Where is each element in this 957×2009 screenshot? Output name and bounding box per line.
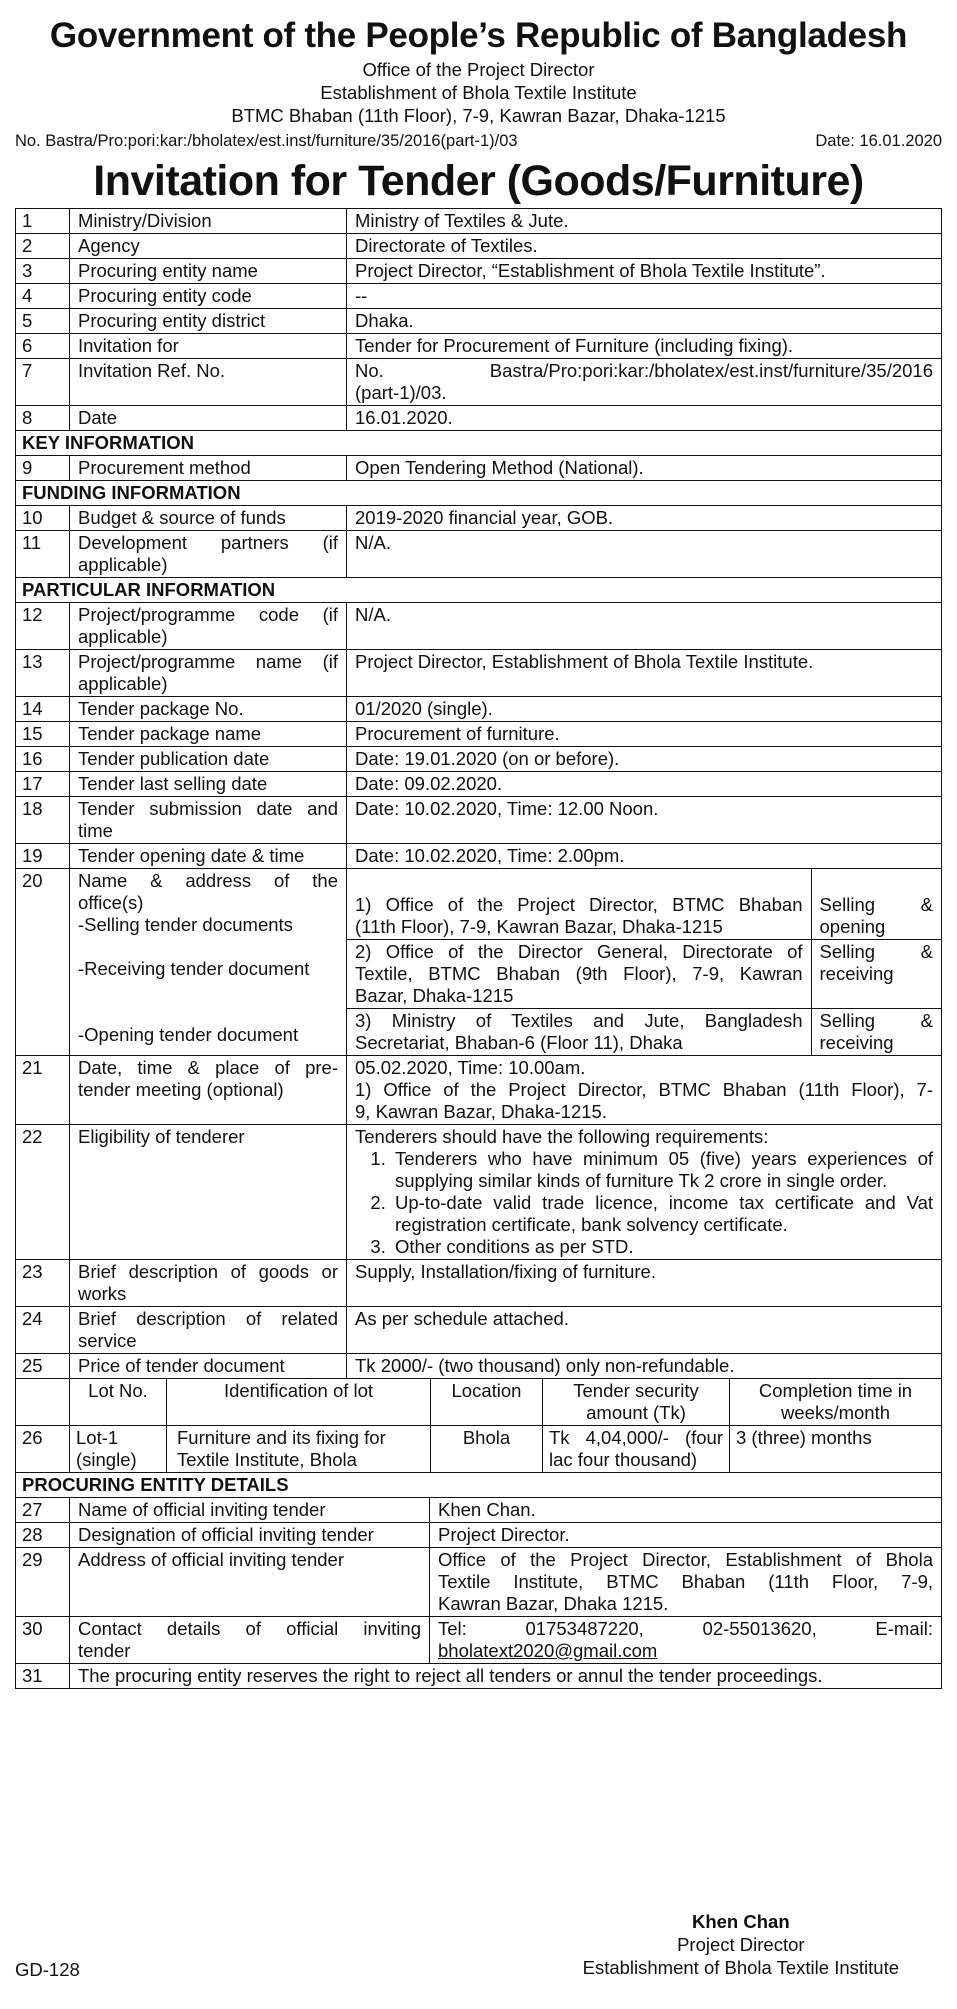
ref-line-2: (part-1)/03. [355, 382, 447, 403]
label-line-2: tender meeting (optional) [78, 1079, 284, 1100]
label-opening: -Opening tender document [78, 1024, 299, 1045]
office-line: Office of the Project Director [362, 59, 595, 80]
lot-completion-cell: 3 (three) months [730, 1426, 942, 1473]
office-spacer [347, 869, 941, 893]
row-value: Ministry of Textiles & Jute. [347, 209, 942, 234]
row-value: Date: 09.02.2020. [347, 772, 942, 797]
table-row [16, 284, 942, 309]
office-purpose [811, 1009, 941, 1056]
row-value: 01/2020 (single). [347, 697, 942, 722]
lot-header-cell [730, 1379, 942, 1426]
office-row [347, 893, 941, 940]
lot-line: Furniture and its fixing for [177, 1427, 386, 1448]
row-value: Procurement of furniture. [347, 722, 942, 747]
table-row [16, 1617, 942, 1664]
row-number: 2 [16, 234, 70, 259]
ref-line-1: No. Bastra/Pro:pori:kar:/bholatex/est.inst/furniture/35/2016 [355, 360, 933, 381]
label-receiving: -Receiving tender document [78, 958, 310, 979]
row-value: N/A. [347, 531, 942, 578]
office-line: 2) Office of the Director General, Directorate of [355, 941, 803, 962]
row-label: Agency [70, 234, 347, 259]
table-row [16, 1260, 942, 1307]
value-line: Office of the Project Director, Establishment of Bhola [438, 1549, 933, 1570]
row-label: Tender package No. [70, 697, 347, 722]
row-number: 18 [16, 797, 70, 844]
table-row [16, 309, 942, 334]
row-value: Date: 10.02.2020, Time: 2.00pm. [347, 844, 942, 869]
row-number: 14 [16, 697, 70, 722]
table-row [16, 506, 942, 531]
row-number: 6 [16, 334, 70, 359]
row-label: Address of official inviting tender [70, 1548, 430, 1617]
offices-cell [347, 869, 942, 1056]
row-number: 27 [16, 1498, 70, 1523]
section-header-row [16, 481, 942, 506]
row-number: 3 [16, 259, 70, 284]
offices-subtable [347, 869, 941, 1055]
row-number: 7 [16, 359, 70, 406]
lot-line: lac four thousand) [549, 1449, 698, 1470]
row-number: 15 [16, 722, 70, 747]
office-line: Bazar, Dhaka-1215 [355, 985, 514, 1006]
header-line: weeks/month [781, 1402, 890, 1423]
lot-header-cell [543, 1379, 730, 1426]
row-value: 16.01.2020. [347, 406, 942, 431]
table-row [16, 1523, 942, 1548]
label-line-2: works [78, 1283, 127, 1304]
table-row [16, 797, 942, 844]
office-spacer-cell [347, 869, 811, 893]
office-row [347, 940, 941, 1009]
table-row [16, 259, 942, 284]
table-row [16, 1548, 942, 1617]
label-line-2: applicable) [78, 554, 168, 575]
lot-location-cell: Bhola [431, 1426, 543, 1473]
row-number: 25 [16, 1354, 70, 1379]
office-row [347, 1009, 941, 1056]
section-header-row [16, 1473, 942, 1498]
notice-date: Date: 16.01.2020 [815, 132, 942, 150]
row-label [70, 1056, 347, 1125]
label-line-1: Date, time & place of pre- [78, 1057, 338, 1078]
row-number: 23 [16, 1260, 70, 1307]
row-label: Procurement method [70, 456, 347, 481]
row-value: 2019-2020 financial year, GOB. [347, 506, 942, 531]
lot-data-row [16, 1426, 942, 1473]
row-label: Date [70, 406, 347, 431]
table-row [16, 650, 942, 697]
lot-header-cell: Identification of lot [167, 1379, 431, 1426]
row-label [70, 1307, 347, 1354]
label-line-1: Tender submission date and [78, 798, 338, 819]
row-label: Invitation for [70, 334, 347, 359]
office-line: Textile, BTMC Bhaban (9th Floor), 7-9, Kawran [355, 963, 803, 984]
contact-line: Tel: 01753487220, 02-55013620, E-mail: [438, 1618, 933, 1639]
label-selling: -Selling tender documents [78, 914, 293, 935]
row-label: Invitation Ref. No. [70, 359, 347, 406]
table-row [16, 1498, 942, 1523]
row-value [430, 1617, 942, 1664]
row-number: 11 [16, 531, 70, 578]
row-value: As per schedule attached. [347, 1307, 942, 1354]
label-line-1: Brief description of related [78, 1308, 338, 1329]
label-line-1: Project/programme code (if [78, 604, 338, 625]
row-value: Project Director. [430, 1523, 942, 1548]
table-row [16, 456, 942, 481]
list-item: 3. Other conditions as per STD. [391, 1236, 933, 1258]
label-line-2: applicable) [78, 673, 168, 694]
label-line-2: service [78, 1330, 137, 1351]
procuring-entity-table [15, 1472, 942, 1689]
email-link[interactable]: bholatext2020@gmail.com [438, 1640, 658, 1661]
section-header-row [16, 431, 942, 456]
row-number: 17 [16, 772, 70, 797]
project-line: Establishment of Bhola Textile Institute [320, 82, 637, 103]
row-label [70, 797, 347, 844]
row-value: Date: 19.01.2020 (on or before). [347, 747, 942, 772]
row-label: Tender last selling date [70, 772, 347, 797]
lot-number-cell [70, 1426, 167, 1473]
table-row [16, 234, 942, 259]
signatory-office: Establishment of Bhola Textile Institute [582, 1957, 899, 1978]
row-label: Designation of official inviting tender [70, 1523, 430, 1548]
signatory-name: Khen Chan [691, 1911, 790, 1932]
row-value: Dhaka. [347, 309, 942, 334]
row-number: 16 [16, 747, 70, 772]
office-line: Secretariat, Bhaban-6 (Floor 11), Dhaka [355, 1032, 683, 1053]
signature-block [583, 1910, 899, 1979]
row-number: 22 [16, 1125, 70, 1260]
table-row [16, 697, 942, 722]
government-heading: Government of the People’s Republic of Bangladesh [49, 16, 908, 55]
label-line-2: time [78, 820, 113, 841]
row-number: 24 [16, 1307, 70, 1354]
row-value [347, 359, 942, 406]
office-address [347, 1009, 811, 1056]
row-label: Tender package name [70, 722, 347, 747]
table-row [16, 359, 942, 406]
row-label [70, 603, 347, 650]
row-label [70, 650, 347, 697]
reference-line [15, 130, 942, 152]
section-title: PARTICULAR INFORMATION [16, 578, 942, 603]
label-line-1: Name & address of the [78, 870, 338, 891]
section-title: KEY INFORMATION [16, 431, 942, 456]
row-value: -- [347, 284, 942, 309]
purpose-line: Selling & [819, 941, 933, 962]
row-label: Price of tender document [70, 1354, 347, 1379]
row-label: Eligibility of tenderer [70, 1125, 347, 1260]
row-value: The procuring entity reserves the right to reject all tenders or annul the tender proceedings. [70, 1664, 942, 1689]
office-purpose [811, 940, 941, 1009]
requirements-list [355, 1148, 933, 1258]
row-label: Ministry/Division [70, 209, 347, 234]
row-number: 4 [16, 284, 70, 309]
section-title: FUNDING INFORMATION [16, 481, 942, 506]
lot-identification-cell [167, 1426, 431, 1473]
lot-header-row [16, 1379, 942, 1426]
table-row [16, 1664, 942, 1689]
section-title: PROCURING ENTITY DETAILS [16, 1473, 942, 1498]
value-line: Textile Institute, BTMC Bhaban (11th Floor, 7-9, [438, 1571, 933, 1592]
lot-line: Lot-1 [76, 1427, 119, 1448]
label-line-1: Brief description of goods or [78, 1261, 338, 1282]
lot-line: Textile Institute, Bhola [177, 1449, 357, 1470]
header-line: Tender security [573, 1380, 699, 1401]
row-value: Khen Chan. [430, 1498, 942, 1523]
table-row [16, 406, 942, 431]
label-line-2: tender [78, 1640, 131, 1661]
list-item: 1. Tenderers who have minimum 05 (five) years experiences of supplying similar kinds of furniture Tk 2 crore in single order. [391, 1148, 933, 1192]
row-number: 9 [16, 456, 70, 481]
row-label [70, 1617, 430, 1664]
label-line-1: Project/programme name (if [78, 651, 338, 672]
table-row [16, 1354, 942, 1379]
row-number: 31 [16, 1664, 70, 1689]
table-row [16, 722, 942, 747]
table-row [16, 747, 942, 772]
row-number: 29 [16, 1548, 70, 1617]
row-number: 8 [16, 406, 70, 431]
purpose-line: opening [819, 916, 886, 937]
table-row [16, 772, 942, 797]
office-spacer-cell [811, 869, 941, 893]
row-value: Project Director, “Establishment of Bhola Textile Institute”. [347, 259, 942, 284]
row-value: Tk 2000/- (two thousand) only non-refundable. [347, 1354, 942, 1379]
row-value: Directorate of Textiles. [347, 234, 942, 259]
address-line: BTMC Bhaban (11th Floor), 7-9, Kawran Bazar, Dhaka-1215 [231, 105, 726, 126]
table-row [16, 209, 942, 234]
row-label: Procuring entity name [70, 259, 347, 284]
row-number: 5 [16, 309, 70, 334]
row-value: Open Tendering Method (National). [347, 456, 942, 481]
purpose-line: receiving [819, 1032, 894, 1053]
row-number: 20 [16, 869, 70, 1056]
row-number: 28 [16, 1523, 70, 1548]
reference-number: No. Bastra/Pro:pori:kar:/bholatex/est.inst/furniture/35/2016(part-1)/03 [15, 132, 518, 150]
row-label [70, 1260, 347, 1307]
lot-line: (single) [76, 1449, 137, 1470]
list-item: 2. Up-to-date valid trade licence, income tax certificate and Vat registration certificate, bank solvency certificate. [391, 1192, 933, 1236]
row-number: 30 [16, 1617, 70, 1664]
row-label [70, 869, 347, 1056]
purpose-line: Selling & [819, 1010, 933, 1031]
row-label: Name of official inviting tender [70, 1498, 430, 1523]
row-label: Budget & source of funds [70, 506, 347, 531]
row-number: 19 [16, 844, 70, 869]
label-line-1: Development partners (if [78, 532, 338, 553]
office-address [347, 940, 811, 1009]
header-line: amount (Tk) [586, 1402, 686, 1423]
office-line: 1) Office of the Project Director, BTMC Bhaban [355, 894, 803, 915]
label-line-1: Contact details of official inviting [78, 1618, 421, 1639]
value-line: Kawran Bazar, Dhaka 1215. [438, 1593, 669, 1614]
lot-line: Tk 4,04,000/- (four [549, 1427, 723, 1448]
value-line: 9, Kawran Bazar, Dhaka-1215. [355, 1101, 607, 1122]
table-row [16, 603, 942, 650]
notice-title: Invitation for Tender (Goods/Furniture) [93, 157, 864, 205]
row-number: 1 [16, 209, 70, 234]
lot-header-cell: Location [431, 1379, 543, 1426]
notice-header [15, 14, 942, 127]
row-value: Tender for Procurement of Furniture (including fixing). [347, 334, 942, 359]
row-label: Procuring entity code [70, 284, 347, 309]
row-number: 26 [16, 1426, 70, 1473]
row-value: Supply, Installation/fixing of furniture. [347, 1260, 942, 1307]
table-row [16, 334, 942, 359]
row-number: 10 [16, 506, 70, 531]
publication-code: GD-128 [15, 1959, 80, 1980]
lot-header-blank [16, 1379, 70, 1426]
office-line: (11th Floor), 7-9, Kawran Bazar, Dhaka-1215 [355, 916, 723, 937]
signatory-designation: Project Director [677, 1934, 805, 1955]
lot-table [15, 1378, 942, 1473]
lot-security-cell [543, 1426, 730, 1473]
tender-details-table [15, 208, 942, 1379]
row-value [347, 1125, 942, 1260]
requirements-intro: Tenderers should have the following requirements: [355, 1126, 769, 1147]
row-number: 21 [16, 1056, 70, 1125]
table-row [16, 1056, 942, 1125]
section-header-row [16, 578, 942, 603]
row-number: 13 [16, 650, 70, 697]
table-row [16, 1307, 942, 1354]
row-label [70, 531, 347, 578]
label-line-2: office(s) [78, 892, 144, 913]
purpose-line: receiving [819, 963, 894, 984]
row-number: 12 [16, 603, 70, 650]
office-address [347, 893, 811, 940]
office-line: 3) Ministry of Textiles and Jute, Bangladesh [355, 1010, 803, 1031]
value-line: 05.02.2020, Time: 10.00am. [355, 1057, 586, 1078]
row-value [430, 1548, 942, 1617]
header-line: Completion time in [758, 1380, 913, 1401]
row-value: Date: 10.02.2020, Time: 12.00 Noon. [347, 797, 942, 844]
office-purpose [811, 893, 941, 940]
lot-header-cell: Lot No. [70, 1379, 167, 1426]
table-row-offices [16, 869, 942, 1056]
table-row [16, 531, 942, 578]
row-label: Tender opening date & time [70, 844, 347, 869]
table-row [16, 1125, 942, 1260]
row-value: N/A. [347, 603, 942, 650]
row-value [347, 1056, 942, 1125]
row-label: Procuring entity district [70, 309, 347, 334]
label-line-2: applicable) [78, 626, 168, 647]
row-label: Tender publication date [70, 747, 347, 772]
table-row [16, 844, 942, 869]
purpose-line: Selling & [819, 894, 933, 915]
row-value: Project Director, Establishment of Bhola Textile Institute. [347, 650, 942, 697]
value-line: 1) Office of the Project Director, BTMC Bhaban (11th Floor), 7- [355, 1079, 933, 1100]
